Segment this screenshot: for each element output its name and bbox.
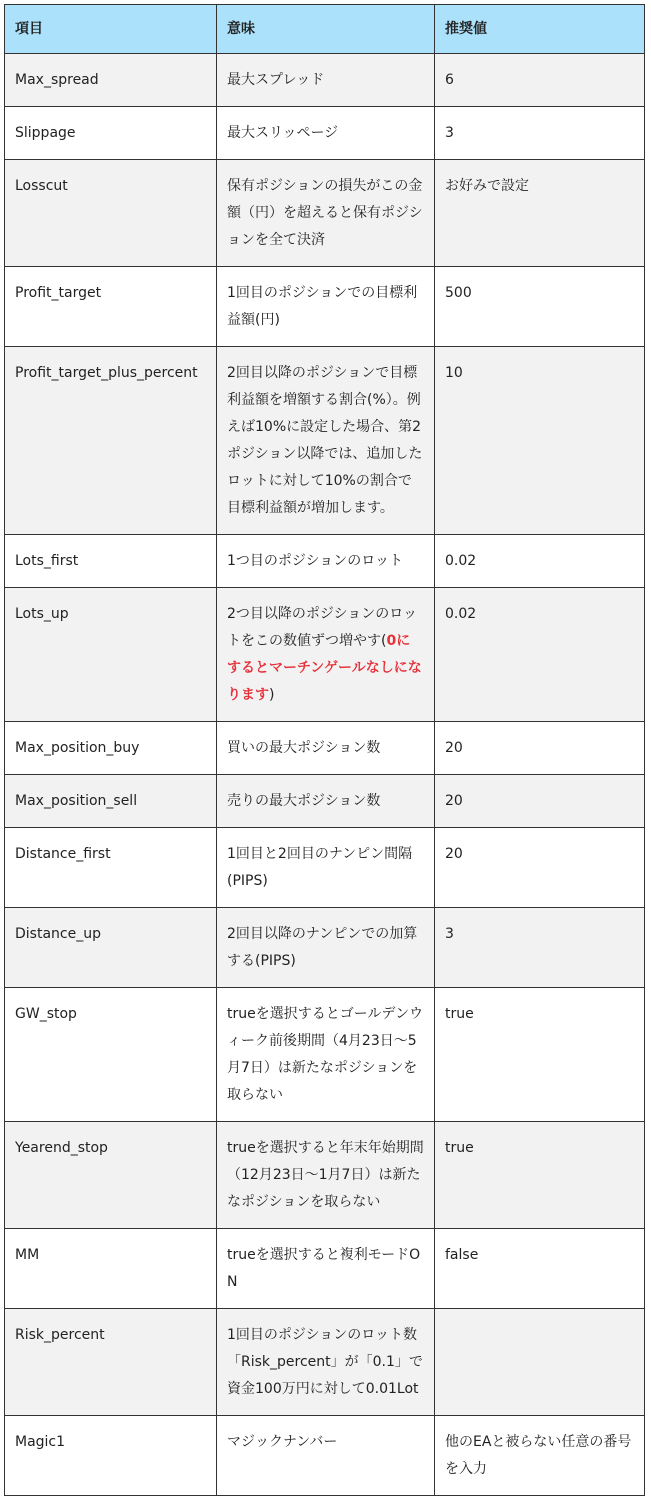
table-row bbox=[5, 107, 645, 160]
table-row bbox=[5, 775, 645, 828]
param-meaning: 1回目のポジションでの目標利益額(円) bbox=[217, 267, 435, 347]
param-name: Max_position_buy bbox=[5, 722, 217, 775]
table-row bbox=[5, 988, 645, 1122]
param-name: Profit_target bbox=[5, 267, 217, 347]
table-row bbox=[5, 535, 645, 588]
param-meaning: 1回目のポジションのロット数「Risk_percent」が「0.1」で資金100万円に対して0.01Lot bbox=[217, 1309, 435, 1416]
settings-table bbox=[4, 4, 645, 1496]
param-value: 20 bbox=[435, 775, 645, 828]
param-name: Yearend_stop bbox=[5, 1122, 217, 1229]
header-item: 項目 bbox=[5, 5, 217, 54]
table-row bbox=[5, 1416, 645, 1496]
param-meaning: trueを選択すると複利モードON bbox=[217, 1229, 435, 1309]
param-name: Distance_up bbox=[5, 908, 217, 988]
param-value: 3 bbox=[435, 107, 645, 160]
param-value bbox=[435, 1309, 645, 1416]
table-row bbox=[5, 54, 645, 107]
param-name: Max_spread bbox=[5, 54, 217, 107]
table-row bbox=[5, 267, 645, 347]
param-meaning: trueを選択すると年末年始期間（12月23日～1月7日）は新たなポジションを取らない bbox=[217, 1122, 435, 1229]
param-meaning: 2回目以降のポジションで目標利益額を増額する割合(%）。例えば10%に設定した場合、第2ポジション以降では、追加したロットに対して10%の割合で目標利益額が増加します。 bbox=[217, 347, 435, 535]
param-name: Distance_first bbox=[5, 828, 217, 908]
param-meaning: 1つ目のポジションのロット bbox=[217, 535, 435, 588]
param-meaning: 最大スプレッド bbox=[217, 54, 435, 107]
param-value: true bbox=[435, 988, 645, 1122]
param-name: Magic1 bbox=[5, 1416, 217, 1496]
param-name: Profit_target_plus_percent bbox=[5, 347, 217, 535]
param-name: Max_position_sell bbox=[5, 775, 217, 828]
param-name: Slippage bbox=[5, 107, 217, 160]
param-value: 0.02 bbox=[435, 588, 645, 722]
param-name: MM bbox=[5, 1229, 217, 1309]
table-row bbox=[5, 722, 645, 775]
param-meaning: 最大スリッページ bbox=[217, 107, 435, 160]
meaning-text-close: ) bbox=[269, 687, 275, 703]
settings-table-container bbox=[4, 4, 644, 1496]
param-name: Lots_first bbox=[5, 535, 217, 588]
param-meaning: 買いの最大ポジション数 bbox=[217, 722, 435, 775]
table-row bbox=[5, 1122, 645, 1229]
param-value: 3 bbox=[435, 908, 645, 988]
param-meaning: 2回目以降のナンピンでの加算する(PIPS) bbox=[217, 908, 435, 988]
table-row bbox=[5, 908, 645, 988]
param-meaning: 売りの最大ポジション数 bbox=[217, 775, 435, 828]
param-value: 他のEAと被らない任意の番号を入力 bbox=[435, 1416, 645, 1496]
table-row bbox=[5, 828, 645, 908]
table-row bbox=[5, 160, 645, 267]
table-header-row bbox=[5, 5, 645, 54]
param-name: Losscut bbox=[5, 160, 217, 267]
table-row bbox=[5, 347, 645, 535]
param-value: false bbox=[435, 1229, 645, 1309]
table-row bbox=[5, 1309, 645, 1416]
param-value: 6 bbox=[435, 54, 645, 107]
param-value: 500 bbox=[435, 267, 645, 347]
param-value: true bbox=[435, 1122, 645, 1229]
table-row bbox=[5, 1229, 645, 1309]
param-name: GW_stop bbox=[5, 988, 217, 1122]
param-meaning: 保有ポジションの損失がこの金額（円）を超えると保有ポジションを全て決済 bbox=[217, 160, 435, 267]
martingale-warning-text: 0にするとマーチンゲールなしになります bbox=[227, 633, 422, 703]
param-name: Lots_up bbox=[5, 588, 217, 722]
param-name: Risk_percent bbox=[5, 1309, 217, 1416]
param-value: 20 bbox=[435, 828, 645, 908]
param-value: お好みで設定 bbox=[435, 160, 645, 267]
param-meaning: マジックナンバー bbox=[217, 1416, 435, 1496]
header-meaning: 意味 bbox=[217, 5, 435, 54]
param-meaning: 1回目と2回目のナンピン間隔(PIPS) bbox=[217, 828, 435, 908]
param-meaning: trueを選択するとゴールデンウィーク前後期間（4月23日～5月7日）は新たなポジションを取らない bbox=[217, 988, 435, 1122]
header-recommended: 推奨値 bbox=[435, 5, 645, 54]
param-meaning bbox=[217, 588, 435, 722]
table-row bbox=[5, 588, 645, 722]
param-value: 10 bbox=[435, 347, 645, 535]
param-value: 0.02 bbox=[435, 535, 645, 588]
meaning-text: 2つ目以降のポジションのロットをこの数値ずつ増やす( bbox=[227, 606, 417, 649]
param-value: 20 bbox=[435, 722, 645, 775]
